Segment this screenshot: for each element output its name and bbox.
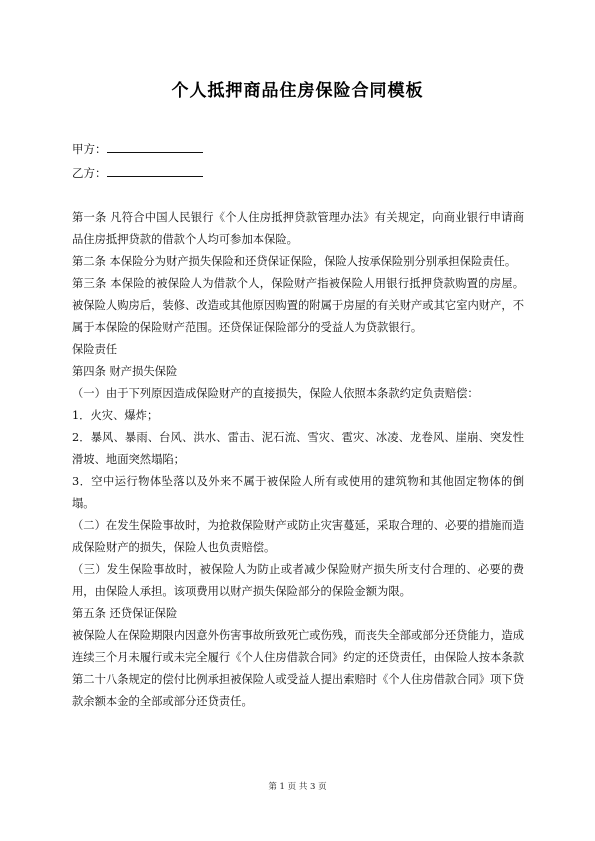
clause-4-heading: 第四条 财产损失保险 (72, 365, 178, 378)
page-footer: 第 1 页 共 3 页 (268, 782, 327, 792)
party-a-line (72, 141, 203, 157)
party-a-label: 甲方： (72, 142, 107, 156)
party-b-line (72, 165, 203, 181)
party-a-blank (107, 141, 203, 153)
document-title: 个人抵押商品住房保险合同模板 (171, 81, 424, 101)
document-body (72, 207, 524, 713)
clause-4-item-3: （三）发生保险事故时，被保险人为防止或者减少保险财产损失所支付合理的、必要的费用，由保险人承担。该项费用以财产损失保险部分的保险金额为限。 (72, 563, 524, 598)
party-b-blank (107, 165, 203, 177)
clause-4-item-2: （二）在发生保险事故时，为抢救保险财产或防止灾害蔓延，采取合理的、必要的措施而造成保险财产的损失，保险人也负责赔偿。 (72, 519, 524, 554)
section-heading-liability: 保险责任 (72, 343, 118, 356)
clause-1: 第一条 凡符合中国人民银行《个人住房抵押贷款管理办法》有关规定，向商业银行申请商品住房抵押贷款的借款个人均可参加本保险。 (72, 211, 524, 246)
clause-2: 第二条 本保险分为财产损失保险和还贷保证保险，保险人按承保险别分别承担保险责任。 (72, 255, 517, 268)
clause-4-item-1: （一）由于下列原因造成保险财产的直接损失，保险人依照本条款约定负责赔偿： (72, 387, 479, 400)
clause-3: 第三条 本保险的被保险人为借款个人，保险财产指被保险人用银行抵押贷款购置的房屋。被保险人购房后，装修、改造或其他原因购置的附属于房屋的有关财产或其它室内财产，不属于本保险的保险财产范围。还贷保证保险部分的受益人为贷款银行。 (72, 277, 524, 334)
party-b-label: 乙方： (72, 166, 107, 180)
clause-5-body: 被保险人在保险期限内因意外伤害事故所致死亡或伤残，而丧失全部或部分还贷能力，造成连续三个月未履行或未完全履行《个人住房借款合同》约定的还贷责任，由保险人按本条款第二十八条规定的偿付比例承担被保险人或受益人提出索赔时《个人住房借款合同》项下贷款余额本金的全部或部分还贷责任。 (72, 629, 524, 708)
clause-4-sub-1: 1．火灾、爆炸； (72, 409, 159, 422)
clause-4-sub-3: 3．空中运行物体坠落以及外来不属于被保险人所有或使用的建筑物和其他固定物体的倒塌。 (72, 475, 524, 510)
clause-5-heading: 第五条 还贷保证保险 (72, 607, 178, 620)
clause-4-sub-2: 2．暴风、暴雨、台风、洪水、雷击、泥石流、雪灾、雹灾、冰凌、龙卷风、崖崩、突发性滑坡、地面突然塌陷； (72, 431, 524, 466)
